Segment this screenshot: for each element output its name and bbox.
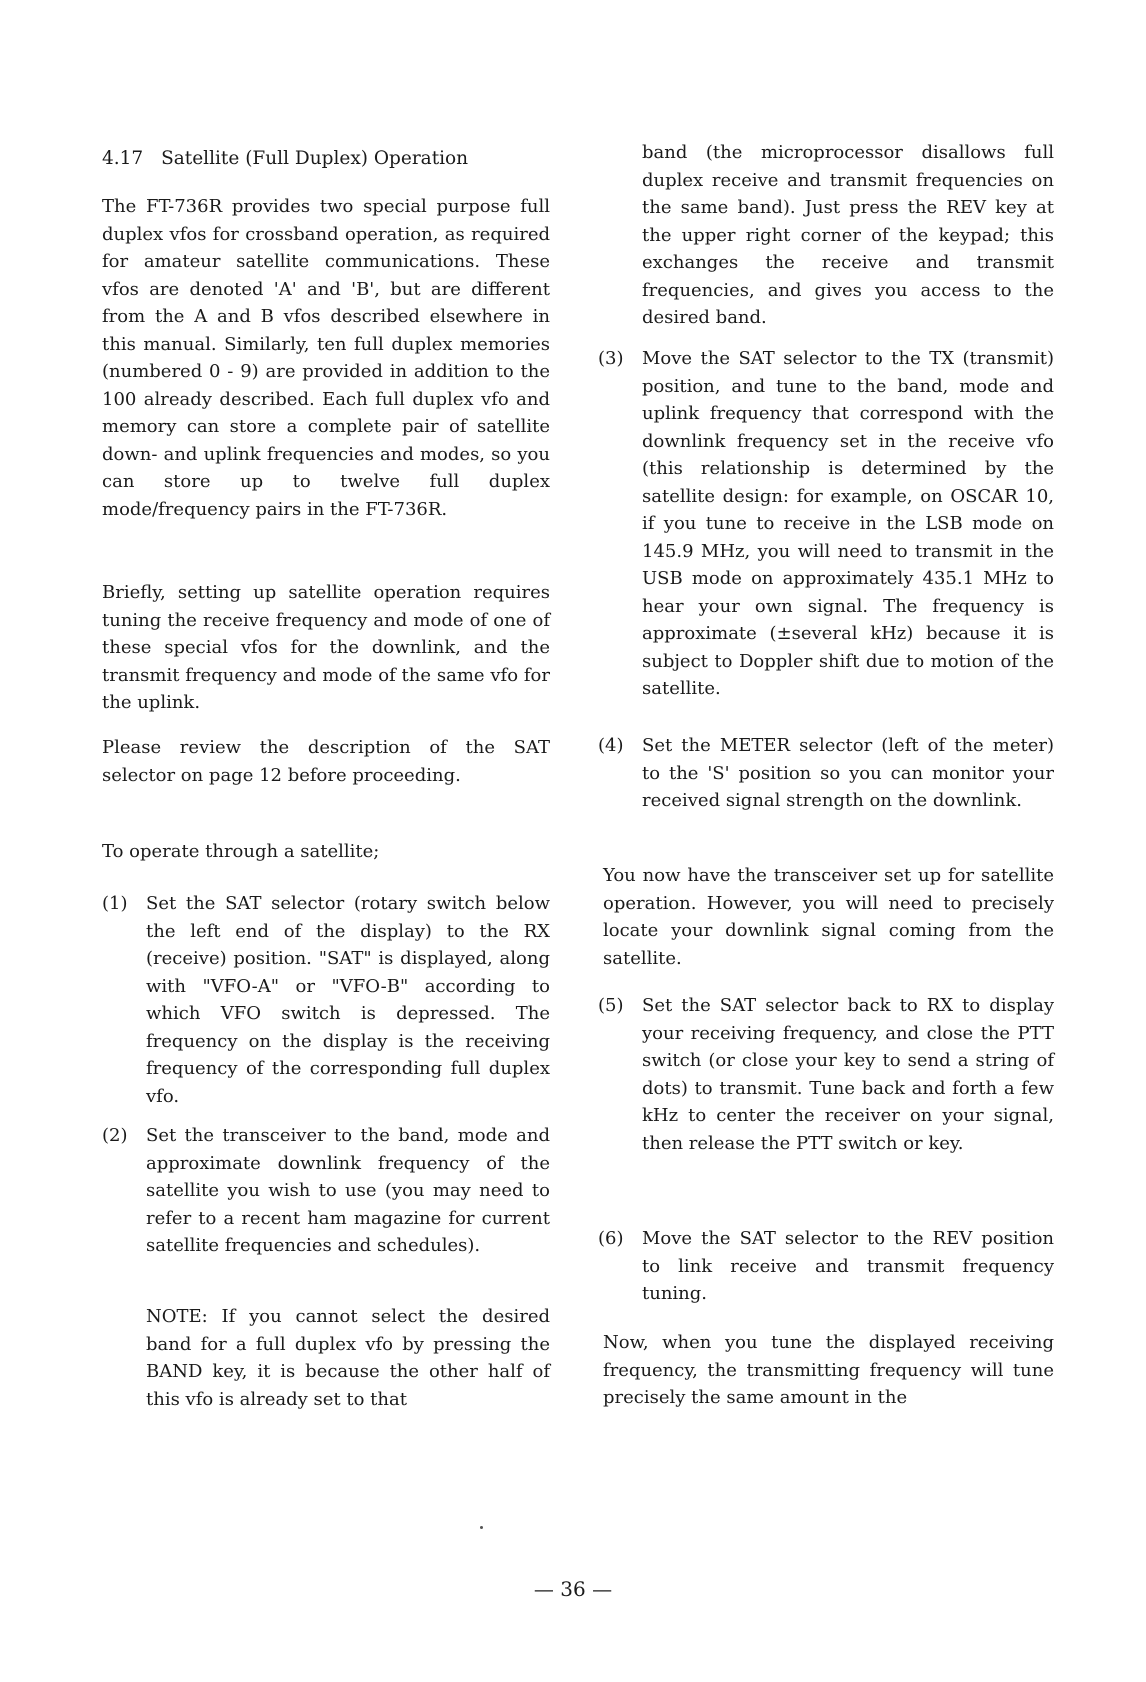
step-5 xyxy=(598,992,1054,1157)
step-4-number: (4) xyxy=(598,735,624,756)
intro-paragraph: The FT-736R provides two special purpose full duplex vfos for crossband operation, as required for amateur satellite communications. These vfos are denoted 'A' and 'B', but are different from the A and B vfos described elsewhere in this manual. Similarly, ten full duplex memories (numbered 0 - 9) are provided in addition to the 100 already described. Each full duplex vfo and memory can store a complete pair of satellite down- and uplink frequencies and modes, so you can store up to twelve full duplex mode/frequency pairs in the FT-736R. xyxy=(102,196,550,520)
section-number: 4.17 xyxy=(102,148,144,169)
step-1 xyxy=(102,890,550,1110)
step-4 xyxy=(598,732,1054,815)
step-2 xyxy=(102,1122,550,1260)
procedure-intro: To operate through a satellite; xyxy=(102,841,380,862)
section-heading xyxy=(102,148,468,169)
step-2-text: Set the transceiver to the band, mode and approximate downlink frequency of the satellite you wish to use (you may need to refer to a recent ham magazine for current satellite frequencies and schedules). xyxy=(146,1125,550,1256)
step-4-text: Set the METER selector (left of the meter) to the 'S' position so you can monitor your received signal strength on the downlink. xyxy=(642,735,1054,811)
step-2-number: (2) xyxy=(102,1125,128,1146)
step-6-number: (6) xyxy=(598,1228,624,1249)
step-3-number: (3) xyxy=(598,348,624,369)
section-title: Satellite (Full Duplex) Operation xyxy=(161,148,469,169)
step-5-number: (5) xyxy=(598,995,624,1016)
step-5-text: Set the SAT selector back to RX to display your receiving frequency, and close the PTT switch (or close your key to send a string of dots) to transmit. Tune back and forth a few kHz to center the receiver on your signal, then release the PTT switch or key. xyxy=(642,995,1054,1154)
review-paragraph: Please review the description of the SAT selector on page 12 before proceeding. xyxy=(102,737,550,786)
tuning-paragraph: Now, when you tune the displayed receiving frequency, the transmitting frequency will tune precisely the same amount in the xyxy=(603,1332,1054,1408)
step-6 xyxy=(598,1225,1054,1308)
overview-paragraph: Briefly, setting up satellite operation requires tuning the receive frequency and mode of one of these special vfos for the downlink, and the transmit frequency and mode of the same vfo for the uplink. xyxy=(102,582,550,713)
note-continuation: band (the microprocessor disallows full duplex receive and transmit frequencies on the same band). Just press the REV key at the upper right corner of the keypad; this exchanges the receive and transmit frequencies, and gives you access to the desired band. xyxy=(642,142,1054,328)
note-paragraph: NOTE: If you cannot select the desired band for a full duplex vfo by pressing the BAND key, it is because the other half of this vfo is already set to that xyxy=(146,1306,550,1410)
scan-speck xyxy=(480,1526,483,1529)
step-3 xyxy=(598,345,1054,703)
setup-complete-paragraph: You now have the transceiver set up for satellite operation. However, you will need to precisely locate your downlink signal coming from the satellite. xyxy=(603,865,1054,969)
step-3-text: Move the SAT selector to the TX (transmit) position, and tune to the band, mode and uplink frequency that correspond with the downlink frequency set in the receive vfo (this relationship is determined by the satellite design: for example, on OSCAR 10, if you tune to receive in the LSB mode on 145.9 MHz, you will need to transmit in the USB mode on approximately 435.1 MHz to hear your own signal. The frequency is approximate (±several kHz) because it is subject to Doppler shift due to motion of the satellite. xyxy=(642,348,1054,699)
step-1-number: (1) xyxy=(102,893,128,914)
step-1-text: Set the SAT selector (rotary switch below the left end of the display) to the RX (receive) position. "SAT" is displayed, along with "VFO-A" or "VFO-B" according to which VFO switch is depressed. The frequency on the display is the receiving frequency of the corresponding full duplex vfo. xyxy=(146,893,550,1107)
page-number: — 36 — xyxy=(533,1577,613,1601)
step-6-text: Move the SAT selector to the REV position to link receive and transmit frequency tuning. xyxy=(642,1228,1054,1304)
